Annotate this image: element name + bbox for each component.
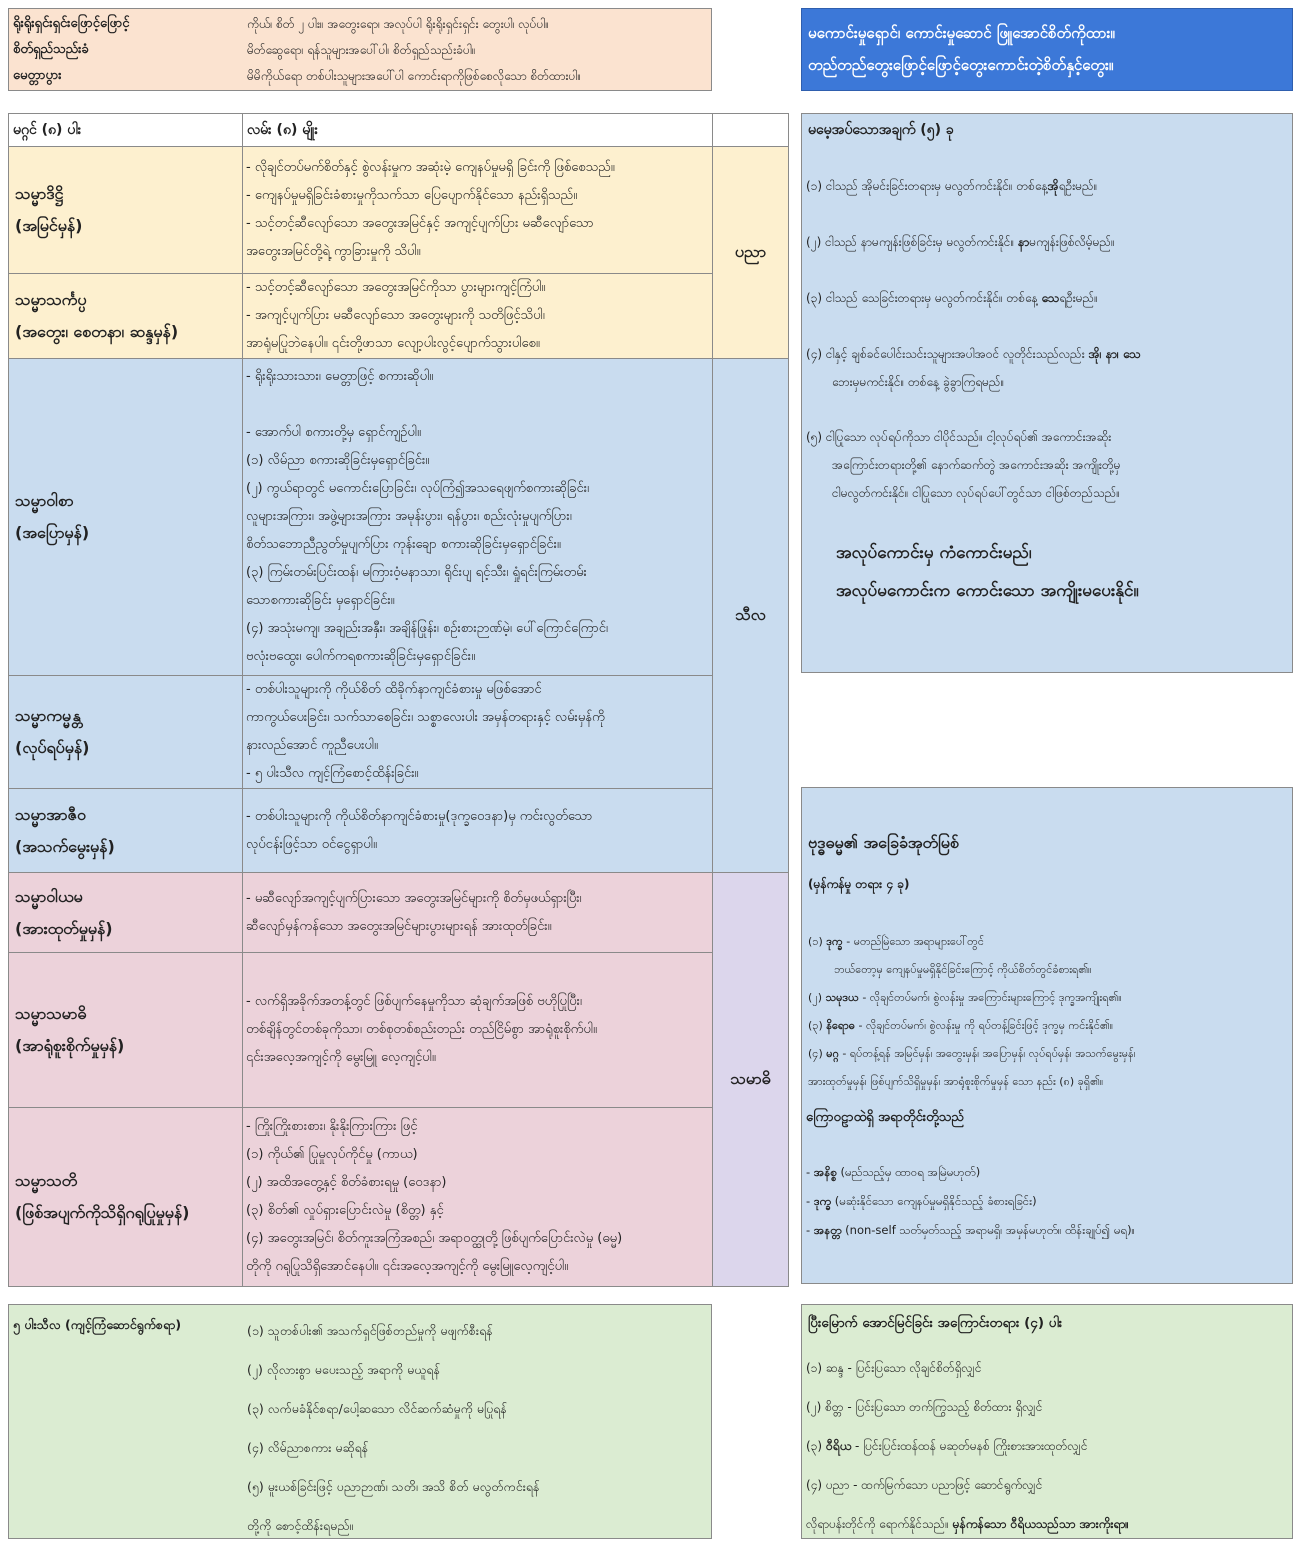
buddhism-foundation-panel [801,787,1293,1284]
path-sub: (အသက်မွေးမှန်) [15,836,115,856]
precept-item: (၂) လိုလားစွာ မပေးသည့် အရာကို မယူရန် [247,1362,441,1377]
top-left-panel [8,8,712,91]
path-sub: (အာရုံစူးစိုက်မှုမှန်) [15,1036,125,1055]
marks-title: ကြောဝဠာထဲရှိ အရာတိုင်းတို့သည် [806,1110,964,1125]
remembrance-1: (၁) ငါသည် အိုမင်းခြင်းတရားမှ မလွတ်ကင်းနိုင်။ တစ်နေ့အိုရဦးမည်။ [806,179,1098,193]
truth-1-cont: ဘယ်တော့မှ ကျေနပ်မှုမရှိနိုင်ခြင်းကြောင့် ကိုယ်စိတ်တွင်ခံစားရ၏။ [834,963,1092,976]
karma-quote-2: အလုပ်မကောင်းက ကောင်းသော အကျိုးမပေးနိုင်။ [836,581,1139,601]
path-sub: (အတွေး၊ စေတနာ၊ ဆန္ဒမှန်) [15,322,179,341]
remembrance-4-cont: ဘေးမှမကင်းနိုင်။ တစ်နေ့ ခွဲခွာကြရမည်။ [832,375,1005,389]
five-remembrances-panel [801,113,1293,673]
path-desc: - ရိုးရိုးသားသား၊ မေတ္တာဖြင့် စကားဆိုပါ။ - အောက်ပါ စကားတို့မှ ရှောင်ကျဉ်ပါ။ (၁) လိမ်ညာ စကားဆိုခြင်းမှရှောင်ခြင်း။ (၂) ကွယ်ရာတွင် မကောင်းပြောခြင်း၊ လုပ်ကြံ၍အသရေဖျက်စကားဆိုခြင်း၊ လူများအကြား၊ အဖွဲ့များအကြား အမုန်းပွား၊ ရန်ပွား၊ စည်းလုံးမှုပျက်ပြား၊ စိတ်သဘောညီညွတ်မှုပျက်ပြား ကုန်းချော စကားဆိုခြင်းမှရှောင်ခြင်း။ (၃) ကြမ်းတမ်းပြင်းထန်၊ မကြားဝံ့မနာသာ၊ ရိုင်းပျ ရင့်သီး၊ ရှုံရင်းကြမ်းတမ်း သောစကားဆိုခြင်း မှရှောင်ခြင်း။ (၄) အသုံးမကျ၊ အချည်းအနှီး၊ အချိန်ဖြုန်း၊ စဉ်းစားဉာဏ်မဲ့၊ ပေါ်ကြောင်ကြောင်၊ ဗလုံးဗထွေး၊ ပေါက်ကရစကားဆိုခြင်းမှရှောင်ခြင်း။ [243,359,713,676]
success-item: (၁) ဆန္ဒ - ပြင်းပြသော လိုချင်စိတ်ရှိလျှင် [806,1361,982,1375]
path-name: သမ္မာသမာဓိ [15,1004,87,1023]
success-title: ပြီးမြောက် အောင်မြင်ခြင်း အကြောင်းတရား (၄) ပါး [808,1315,1063,1331]
path-name: သမ္မာကမ္မန္တ [15,706,81,725]
group-morality: သီလ [713,359,789,873]
precept-item: (၁) သူတစ်ပါး၏ အသက်ရှင်ဖြစ်တည်မှုကို မဖျက်စီးရန် [247,1323,493,1338]
precepts-label: ၅ ပါးသီလ (ကျင့်ကြံဆောင်ရွက်စရာ) [13,1317,182,1332]
mark-anatta: - အနတ္တ (non-self သတ်မှတ်သည့် အရာမရှိ၊ အမှန်မဟုတ်။ ထိန်းချုပ်၍ မရ)။ [806,1223,1136,1237]
line-metta: မိမိကိုယ်ရော တစ်ပါးသူများအပေါ်ပါ ကောင်းရာကိုဖြစ်စေလိုသော စိတ်ထားပါ။ [247,69,582,83]
foundation-subtitle: (မှန်ကန်မှု တရား ၄ ခု) [808,877,910,891]
path-name: သမ္မာအာဇီဝ [15,804,86,824]
path-desc: - လိုချင်တပ်မက်စိတ်နှင့် စွဲလန်းမှုက အဆုံးမဲ့ ကျေနပ်မှုမရှိ ခြင်းကို ဖြစ်စေသည်။ - ကျေနပ်မှုမရှိခြင်းခံစားမှုကိုသက်သာ ပြေပျောက်နိုင်သော နည်းရှိသည်။ - သင့်တင့်ဆီလျော်သော အတွေးအမြင်နှင့် အကျင့်ပျက်ပြား မဆီလျော်သော အတွေးအမြင်တို့ရဲ့ ကွာခြားမှုကို သိပါ။ [243,147,713,274]
path-sub: (လုပ်ရပ်မှန်) [15,738,90,757]
path-desc: - ကြိုးကြိုးစားစား၊ နိုးနိုးကြားကြား ဖြင့် (၁) ကိုယ်၏ ပြုမှုလုပ်ကိုင်မှု (ကာယ) (၂) အထိအတွေ့နှင့် စိတ်ခံစားရမှု (ဝေဒနာ) (၃) စိတ်၏ လှုပ်ရှားပြောင်းလဲမှု (စိတ္တ) နှင့် (၄) အတွေးအမြင်၊ စိတ်ကူးအကြံအစည်၊ အရာဝတ္ထုတို့ ဖြစ်ပျက်ပြောင်းလဲမှု (ဓမ္မ) တိုကို ဂရုပြုသိရှိအောင်နေပါ။ ၎င်းအလေ့အကျင့်ကို မွေးမြူလေ့ကျင့်ပါ။ [243,1108,713,1287]
remembrance-5-cont: အကြောင်းတရားတို့၏ နောက်ဆက်တွဲ အကောင်းအဆိုး အကျိုးတို့မှ [832,458,1121,472]
path-sub: (အပြောမှန်) [15,523,90,542]
label-metta: မေတ္တာပွား [13,68,62,83]
remembrance-5: (၅) ငါပြုသော လုပ်ရပ်ကိုသာ ငါပိုင်သည်။ ငါ့လုပ်ရပ်၏ အကောင်းအဆိုး [806,430,1112,444]
precept-closing: တို့ကို စောင့်ထိန်းရမည်။ [247,1518,354,1533]
header-ways: လမ်း (၈) မျိုး [243,114,713,147]
path-desc: - သင့်တင့်ဆီလျော်သော အတွေးအမြင်ကိုသာ ပွားများကျင့်ကြံပါ။ - အကျင့်ပျက်ပြား မဆီလျော်သော အတွေးများကို သတိဖြင့်သိပါ၊ အာရုံမပြုဘဲနေပါ။ ၎င်းတို့ဖာသာ လျော့ပါးလွင့်ပျောက်သွားပါစေ။ [243,274,713,359]
foundation-title: ဗုဒ္ဓဓမ္မ၏ အခြေခံအုတ်မြစ် [808,833,959,852]
precept-item: (၄) လိမ်ညာစကား မဆိုရန် [247,1440,369,1455]
path-desc: - လက်ရှိအခိုက်အတန့်တွင် ဖြစ်ပျက်နေမှုကိုသာ ဆုံချက်အဖြစ် ဗဟိုပြုပြီး၊ တစ်ချိန်တွင်တစ်ခုကိုသာ၊ တစ်စုတစ်စည်းတည်း တည်ငြိမ်စွာ အာရုံစူးစိုက်ပါ။ ၎င်းအလေ့အကျင့်ကို မွေးမြူ လေ့ကျင့်ပါ။ [243,953,713,1108]
karma-quote-1: အလုပ်ကောင်းမှ ကံကောင်းမည်၊ [836,543,1032,563]
path-sub: (အမြင်မှန်) [15,216,83,235]
precept-item: (၅) မူးယစ်ခြင်းဖြင့် ပညာဉာဏ်၊ သတိ၊ အသိ စိတ် မလွတ်ကင်းရန် [247,1479,540,1494]
motto-banner [801,8,1293,91]
truth-2: (၂) သမုဒယ - လိုချင်တပ်မက်၊ စွဲလန်းမှု အကြောင်းများကြောင့် ဒုက္ခအကျိုးရ၏။ [808,991,1122,1004]
path-desc: - တစ်ပါးသူများကို ကိုယ်စိတ်နာကျင်ခံစားမှု(ဒုက္ခဝေဒနာ)မှ ကင်းလွတ်သော လုပ်ငန်းဖြင့်သာ ဝင်ငွေရှာပါ။ [243,789,713,873]
five-remembrances-title: မမေ့အပ်သောအချက် (၅) ခု [808,122,954,138]
remembrance-5-cont: ငါမလွတ်ကင်းနိုင်။ ငါပြုသော လုပ်ရပ်ပေါ်တွင်သာ ငါဖြစ်တည်သည်။ [832,486,1121,500]
precept-item: (၃) လက်မခံနိုင်စရာ/ပေါ့ဆသော လိင်ဆက်ဆံမှုကို မပြုရန် [247,1401,507,1416]
truth-1: (၁) ဒုက္ခ - မတည်မြဲသော အရာများပေါ်တွင် [808,935,984,948]
remembrance-3: (၃) ငါသည် သေခြင်းတရားမှ မလွတ်ကင်းနိုင်။ တစ်နေ့ သေရဦးမည်။ [806,291,1098,305]
success-bases-panel [801,1304,1293,1539]
truth-3: (၃) နိရောဓ - လိုချင်တပ်မက်၊ စွဲလန်းမှု ကို ရပ်တန့်ခြင်းဖြင့် ဒုက္ခမှ ကင်းနိုင်၏။ [808,1019,1114,1032]
success-item: (၃) ဝီရိယ - ပြင်းပြင်းထန်ထန် မဆုတ်မနစ် ကြိုးစားအားထုတ်လျှင် [806,1439,1088,1453]
label-patience: စိတ်ရှည်သည်းခံ [13,42,89,57]
path-name: သမ္မာသင်္ကပ္ပ [15,290,87,309]
line-simple: ကိုယ်၊ စိတ် ၂ ပါး။ အတွေးရော၊ အလုပ်ပါ ရိုးရိုးရှင်းရှင်း တွေးပါ၊ လုပ်ပါ။ [247,17,550,31]
success-item: (၄) ပညာ - ထက်မြက်သော ပညာဖြင့် ဆောင်ရွက်လျှင် [806,1478,1043,1492]
success-item: (၂) စိတ္တ - ပြင်းပြသော တက်ကြွသည့် စိတ်ထား ရှိလျှင် [806,1400,1043,1414]
remembrance-2: (၂) ငါသည် နာမကျန်းဖြစ်ခြင်းမှ မလွတ်ကင်းနိုင်။ နာမကျန်းဖြစ်လိမ့်မည်။ [806,235,1115,249]
path-name: သမ္မာဒိဋ္ဌိ [15,184,64,203]
truth-4-cont: အားထုတ်မှုမှန်၊ ဖြစ်ပျက်သိရှိမှုမှန်၊ အာရုံစူးစိုက်မှုမှန် သော နည်း (၈) ခုရှိ၏။ [808,1075,1104,1088]
mark-anicca: - အနိစ္စ (မည်သည့်မှ ထာဝရ အမြဲမဟုတ်) [806,1165,981,1179]
remembrance-4: (၄) ငါနှင့် ချစ်ခင်ပေါင်းသင်းသူများအပါအဝင် လူတိုင်းသည်လည်း အို၊ နာ၊ သေ [806,347,1141,361]
path-desc: - မဆီလျော်အကျင့်ပျက်ပြားသော အတွေးအမြင်များကို စိတ်မှဖယ်ရှားပြီး၊ ဆီလျော်မှန်ကန်သော အတွေးအမြင်များပွားများရန် အားထုတ်ခြင်း။ [243,873,713,953]
path-name: သမ္မာဝါစာ [15,491,74,510]
motto-line-1: မကောင်းမှုရှောင်၊ ကောင်းမှုဆောင် ဖြူအောင်စိတ်ကိုထား။ [808,24,1115,42]
five-precepts-panel [8,1304,712,1539]
group-wisdom: ပညာ [713,147,789,359]
path-name: သမ္မာဝါယမ [15,886,83,906]
label-simple: ရိုးရိုးရှင်းရှင်းဖြောင့်ဖြောင့် [13,16,130,31]
success-closing: လိုရာပန်းတိုင်ကို ရောက်နိုင်သည်။ မှန်ကန်သော ဝီရိယသည်သာ အားကိုးရာ။ [806,1517,1129,1531]
truth-4: (၄) မဂ္ဂ - ရပ်တန့်ရန် အမြင်မှန်၊ အတွေးမှန်၊ အပြောမှန်၊ လုပ်ရပ်မှန်၊ အသက်မွေးမှန်၊ [808,1047,1136,1060]
path-desc: - တစ်ပါးသူများကို ကိုယ်စိတ် ထိခိုက်နာကျင်ခံစားမှု မဖြစ်အောင် ကာကွယ်ပေးခြင်း၊ သက်သာစေခြင်း၊ သစ္စာလေးပါး အမှန်တရားနှင့် လမ်းမှန်ကို နားလည်အောင် ကူညီပေးပါ။ - ၅ ပါးသီလ ကျင့်ကြံစောင့်ထိန်းခြင်း။ [243,676,713,789]
header-path: မဂ္ဂင် (၈) ပါး [9,114,243,147]
group-concentration: သမာဓိ [713,873,789,1287]
mark-dukkha: - ဒုက္ခ (မဆုံးနိုင်သော ကျေနပ်မှုမရှိနိုင်သည့် ခံစားရခြင်း) [806,1194,1037,1208]
path-name: သမ္မာသတိ [15,1171,78,1190]
eightfold-path-table [8,113,789,1287]
path-sub: (အားထုတ်မှုမှန်) [15,918,113,938]
motto-line-2: တည်တည်တွေးဖြောင့်ဖြောင့်တွေးကောင်းတဲ့စိတ်နှင့်တွေး။ [808,56,1114,74]
path-sub: (ဖြစ်အပျက်ကိုသိရှိဂရုပြုမှုမှန်) [15,1203,190,1222]
line-patience: မိတ်ဆွေရော၊ ရန်သူများအပေါ်ပါ၊ စိတ်ရှည်သည်းခံပါ။ [247,43,476,57]
